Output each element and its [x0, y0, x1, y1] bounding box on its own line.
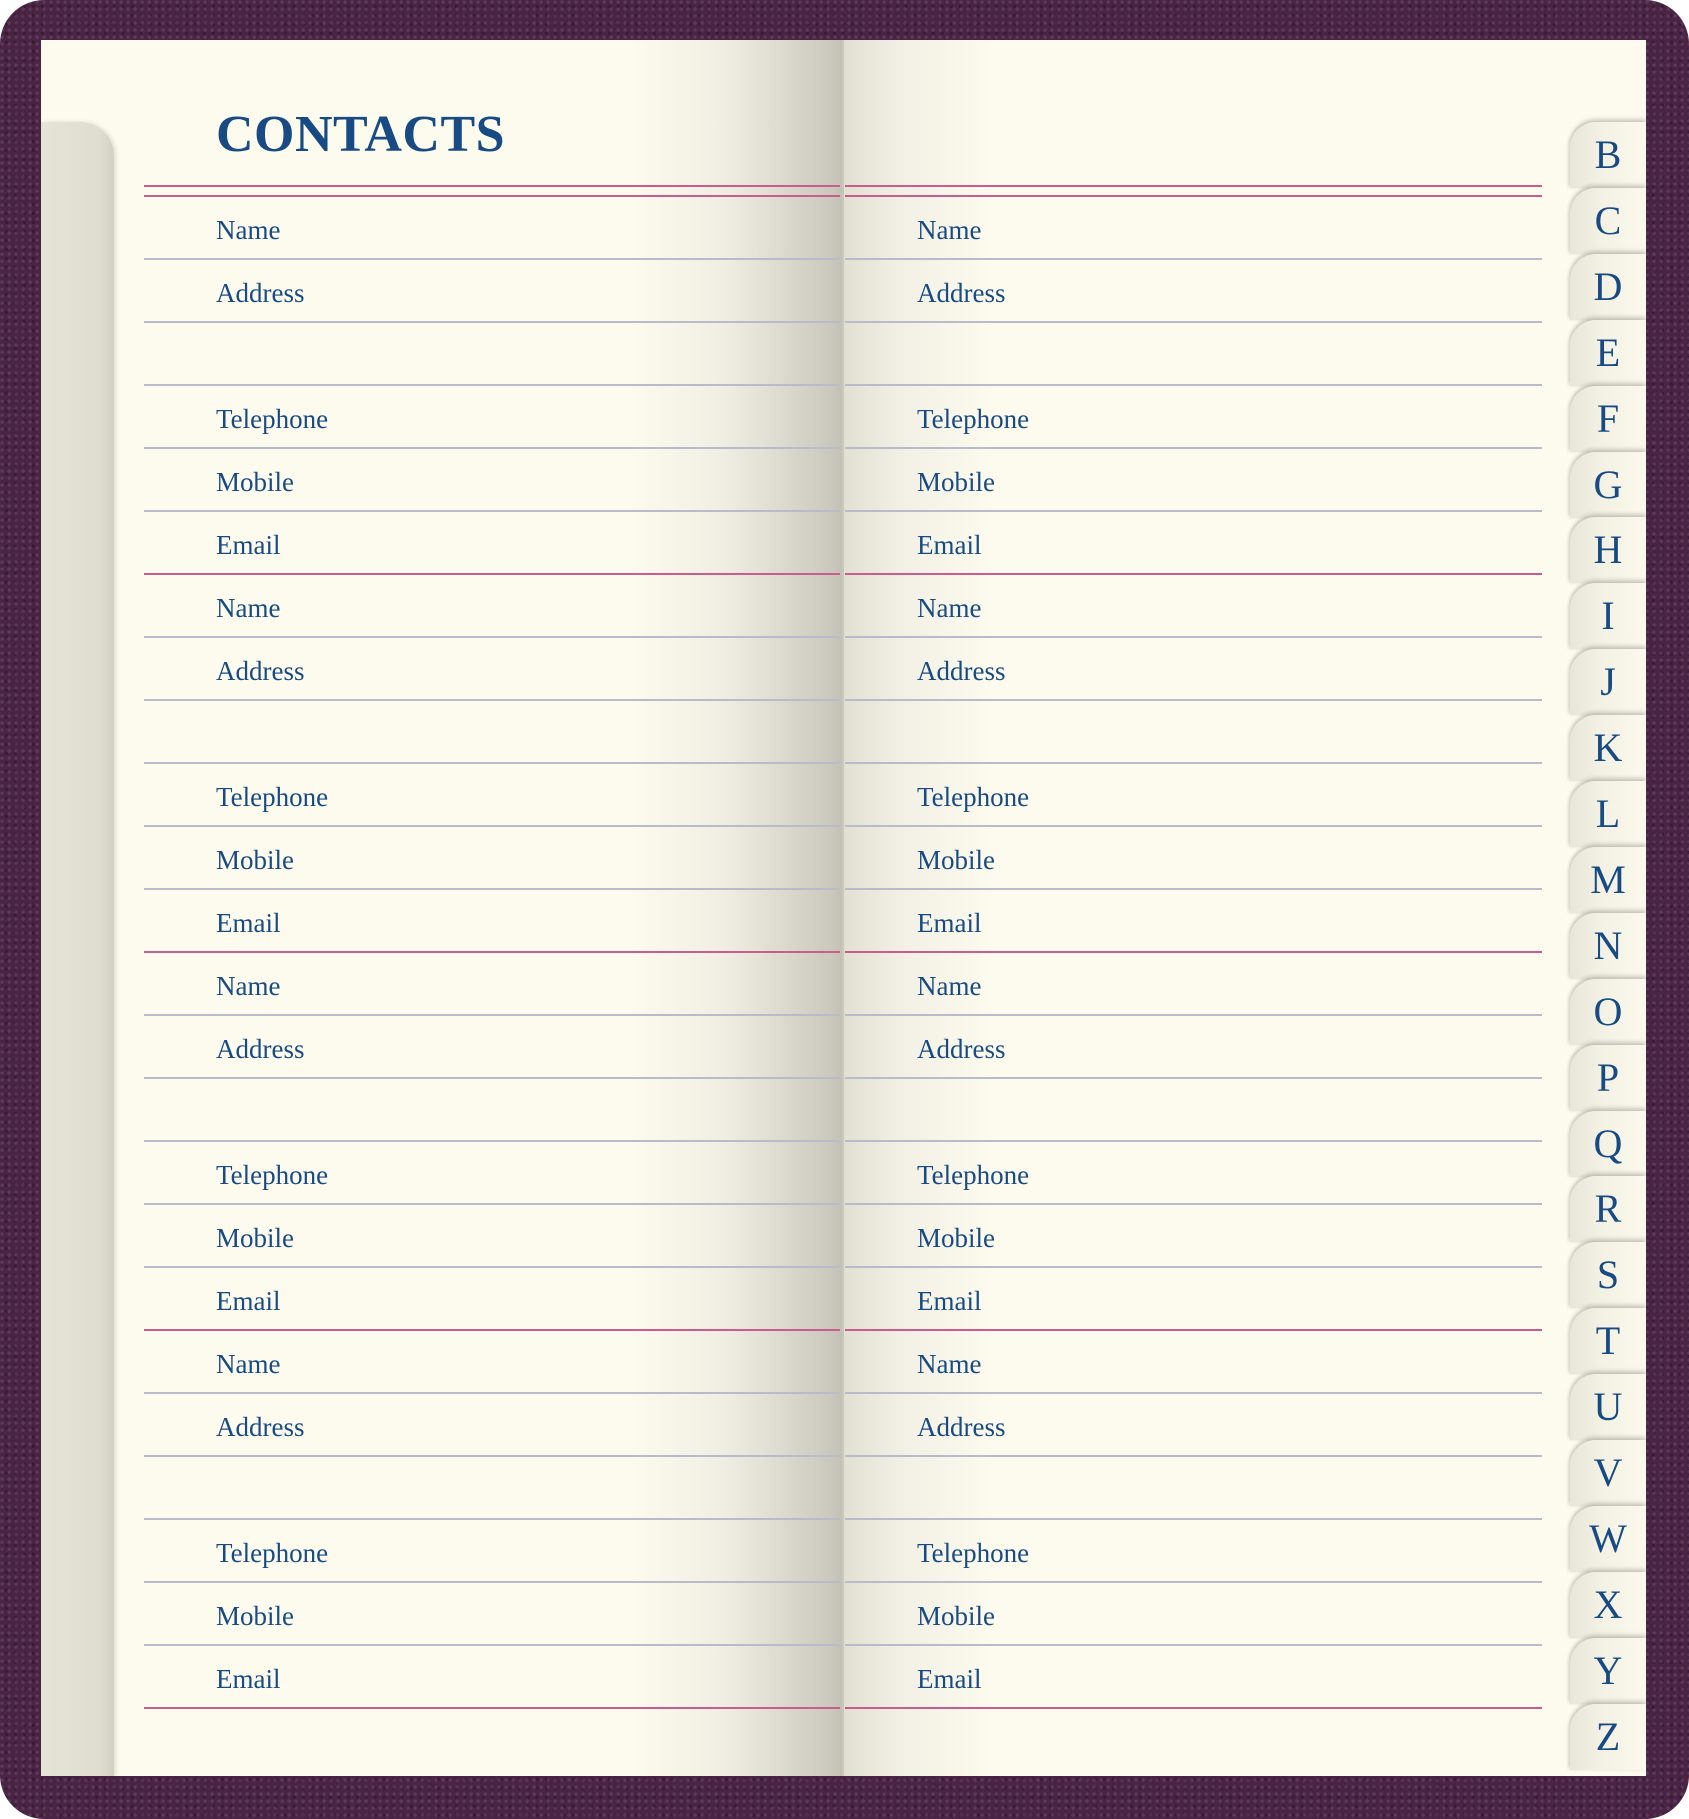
entry-separator-rule: [845, 1707, 1542, 1709]
mobile-label: Mobile: [216, 1223, 294, 1253]
telephone-label: Telephone: [216, 1160, 329, 1190]
telephone-label: Telephone: [917, 1538, 1030, 1568]
header-double-rule: [845, 185, 1542, 187]
page-title: CONTACTS: [216, 106, 506, 163]
tab-m[interactable]: M: [1570, 847, 1646, 913]
tab-r[interactable]: R: [1570, 1176, 1646, 1242]
tab-c[interactable]: C: [1570, 188, 1646, 254]
tab-d[interactable]: D: [1570, 254, 1646, 320]
header-double-rule: [144, 185, 840, 187]
address-label: Address: [917, 1412, 1006, 1442]
name-label: Name: [216, 593, 281, 623]
name-label: Name: [917, 971, 982, 1001]
name-label: Name: [917, 1349, 982, 1379]
tab-x[interactable]: X: [1570, 1572, 1646, 1638]
name-label: Name: [216, 971, 281, 1001]
address-line-2-field[interactable]: [845, 323, 1542, 384]
address-label: Address: [216, 656, 305, 686]
address-line-2-field[interactable]: [845, 1079, 1542, 1140]
tab-l[interactable]: L: [1570, 781, 1646, 847]
mobile-label: Mobile: [917, 467, 995, 497]
tab-j[interactable]: J: [1570, 649, 1646, 715]
tab-g[interactable]: G: [1570, 452, 1646, 518]
address-line-2-field[interactable]: [845, 701, 1542, 762]
tab-z[interactable]: Z: [1570, 1704, 1646, 1770]
mobile-label: Mobile: [216, 1601, 294, 1631]
name-label: Name: [216, 215, 281, 245]
email-label: Email: [216, 908, 281, 938]
tab-s[interactable]: S: [1570, 1242, 1646, 1308]
address-label: Address: [917, 278, 1006, 308]
tab-q[interactable]: Q: [1570, 1111, 1646, 1177]
address-line-2-field[interactable]: [144, 701, 840, 762]
mobile-label: Mobile: [917, 1601, 995, 1631]
tab-e[interactable]: E: [1570, 320, 1646, 386]
address-label: Address: [216, 278, 305, 308]
mobile-label: Mobile: [917, 1223, 995, 1253]
address-label: Address: [917, 1034, 1006, 1064]
tab-f[interactable]: F: [1570, 386, 1646, 452]
tab-w[interactable]: W: [1570, 1506, 1646, 1572]
address-label: Address: [216, 1412, 305, 1442]
book-gutter: [842, 40, 844, 1776]
tab-p[interactable]: P: [1570, 1045, 1646, 1111]
page-edge: [41, 122, 114, 1776]
tab-k[interactable]: K: [1570, 715, 1646, 781]
tab-o[interactable]: O: [1570, 979, 1646, 1045]
tab-b[interactable]: B: [1570, 122, 1646, 188]
entry-separator-rule: [144, 1707, 840, 1709]
address-label: Address: [917, 656, 1006, 686]
telephone-label: Telephone: [917, 404, 1030, 434]
tab-v[interactable]: V: [1570, 1440, 1646, 1506]
address-line-2-field[interactable]: [144, 1079, 840, 1140]
tab-t[interactable]: T: [1570, 1308, 1646, 1374]
name-label: Name: [216, 1349, 281, 1379]
tab-y[interactable]: Y: [1570, 1638, 1646, 1704]
address-line-2-field[interactable]: [144, 1457, 840, 1518]
address-line-2-field[interactable]: [144, 323, 840, 384]
tab-h[interactable]: H: [1570, 517, 1646, 583]
telephone-label: Telephone: [917, 1160, 1030, 1190]
email-label: Email: [917, 1664, 982, 1694]
telephone-label: Telephone: [917, 782, 1030, 812]
telephone-label: Telephone: [216, 1538, 329, 1568]
alphabet-tabs: [1570, 122, 1646, 1776]
mobile-label: Mobile: [216, 467, 294, 497]
tab-n[interactable]: N: [1570, 913, 1646, 979]
mobile-label: Mobile: [216, 845, 294, 875]
telephone-label: Telephone: [216, 404, 329, 434]
address-line-2-field[interactable]: [845, 1457, 1542, 1518]
email-label: Email: [216, 1286, 281, 1316]
tab-u[interactable]: U: [1570, 1374, 1646, 1440]
name-label: Name: [917, 593, 982, 623]
email-label: Email: [216, 530, 281, 560]
email-label: Email: [917, 1286, 982, 1316]
email-label: Email: [917, 530, 982, 560]
mobile-label: Mobile: [917, 845, 995, 875]
telephone-label: Telephone: [216, 782, 329, 812]
tab-i[interactable]: I: [1570, 583, 1646, 649]
email-label: Email: [216, 1664, 281, 1694]
email-label: Email: [917, 908, 982, 938]
name-label: Name: [917, 215, 982, 245]
address-label: Address: [216, 1034, 305, 1064]
